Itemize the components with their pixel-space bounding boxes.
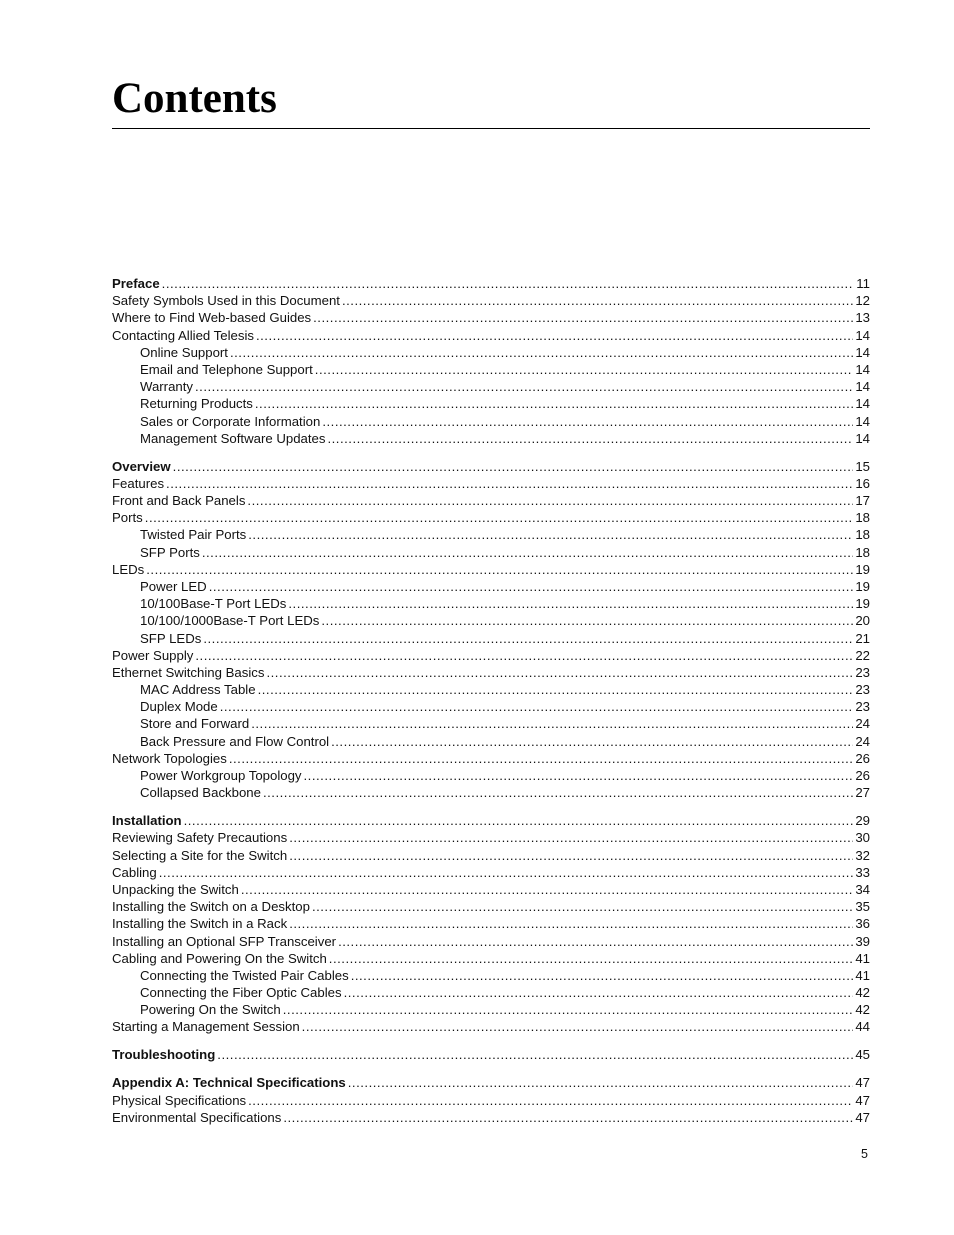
toc-entry[interactable] xyxy=(112,950,870,967)
toc-entry-page: 41 xyxy=(855,967,870,983)
dot-leader xyxy=(146,561,853,578)
dot-leader xyxy=(248,526,853,543)
toc-entry-label: Installing the Switch in a Rack xyxy=(112,916,288,932)
toc-entry-page: 22 xyxy=(855,647,870,663)
toc-entry-label: Reviewing Safety Precautions xyxy=(112,830,288,846)
toc-entry-page: 17 xyxy=(855,493,870,509)
toc-entry[interactable] xyxy=(112,1001,870,1018)
toc-entry-label: Cabling and Powering On the Switch xyxy=(112,950,327,966)
toc-entry-label: Selecting a Site for the Switch xyxy=(112,847,288,863)
dot-leader xyxy=(203,630,853,647)
toc-entry-page: 26 xyxy=(855,750,870,766)
dot-leader xyxy=(289,847,853,864)
toc-entry-label: Physical Specifications xyxy=(112,1092,247,1108)
title-rule xyxy=(112,128,870,129)
toc-entry-label: Sales or Corporate Information xyxy=(140,413,321,429)
dot-leader xyxy=(283,1001,853,1018)
dot-leader xyxy=(251,715,853,732)
toc-entry[interactable] xyxy=(112,715,870,732)
dot-leader xyxy=(304,767,853,784)
dot-leader xyxy=(312,898,853,915)
toc-entry-label: Features xyxy=(112,475,165,491)
dot-leader xyxy=(166,475,853,492)
dot-leader xyxy=(302,1018,853,1035)
toc-entry-label: Connecting the Twisted Pair Cables xyxy=(140,967,349,983)
toc-entry[interactable] xyxy=(112,561,870,578)
toc-entry[interactable] xyxy=(112,578,870,595)
dot-leader xyxy=(327,430,853,447)
toc-entry[interactable] xyxy=(112,544,870,561)
toc-entry-label: MAC Address Table xyxy=(140,682,256,698)
toc-entry-page: 23 xyxy=(855,664,870,680)
toc-entry-label: Email and Telephone Support xyxy=(140,361,313,377)
toc-entry-label: Safety Symbols Used in this Document xyxy=(112,293,340,309)
dot-leader xyxy=(288,595,853,612)
toc-entry-label: LEDs xyxy=(112,561,145,577)
toc-entry-label: Installing an Optional SFP Transceiver xyxy=(112,933,337,949)
dot-leader xyxy=(289,915,853,932)
dot-leader xyxy=(248,1092,853,1109)
toc-entry[interactable] xyxy=(112,395,870,412)
toc-entry-page: 23 xyxy=(855,699,870,715)
toc-entry-label: Ports xyxy=(112,510,143,526)
toc-entry-page: 47 xyxy=(855,1075,870,1091)
toc-entry-page: 39 xyxy=(855,933,870,949)
toc-entry[interactable] xyxy=(112,733,870,750)
toc-entry-page: 14 xyxy=(855,379,870,395)
toc-entry-page: 36 xyxy=(855,916,870,932)
toc-entry[interactable] xyxy=(112,630,870,647)
toc-entry-page: 14 xyxy=(855,344,870,360)
dot-leader xyxy=(255,395,853,412)
toc-entry-page: 19 xyxy=(855,578,870,594)
toc-entry-label: Connecting the Fiber Optic Cables xyxy=(140,985,342,1001)
toc-entry-page: 14 xyxy=(855,396,870,412)
toc-entry-page: 23 xyxy=(855,682,870,698)
toc-entry-label: Troubleshooting xyxy=(112,1047,216,1063)
toc-entry[interactable] xyxy=(112,647,870,664)
toc-entry[interactable] xyxy=(112,664,870,681)
toc-entry-page: 14 xyxy=(855,327,870,343)
toc-entry-label: Front and Back Panels xyxy=(112,493,246,509)
dot-leader xyxy=(342,292,853,309)
dot-leader xyxy=(184,812,853,829)
toc-entry[interactable] xyxy=(112,864,870,881)
dot-leader xyxy=(344,984,853,1001)
toc-entry-page: 16 xyxy=(855,475,870,491)
toc-entry-label: Warranty xyxy=(140,379,194,395)
toc-entry[interactable] xyxy=(112,984,870,1001)
toc-entry-page: 33 xyxy=(855,864,870,880)
dot-leader xyxy=(247,492,853,509)
toc-entry[interactable] xyxy=(112,915,870,932)
page-title: Contents xyxy=(112,75,277,122)
dot-leader xyxy=(220,698,853,715)
table-of-contents xyxy=(112,275,870,1126)
page-number: 5 xyxy=(861,1147,868,1161)
toc-entry-label: Preface xyxy=(112,276,160,291)
toc-entry-page: 42 xyxy=(855,1002,870,1018)
dot-leader xyxy=(217,1046,853,1063)
toc-entry-label: Appendix A: Technical Specifications xyxy=(112,1075,346,1091)
dot-leader xyxy=(263,784,853,801)
toc-entry[interactable] xyxy=(112,933,870,950)
toc-entry[interactable] xyxy=(112,881,870,898)
toc-entry-page: 20 xyxy=(855,613,870,629)
toc-entry-label: Cabling xyxy=(112,864,157,880)
toc-entry-page: 19 xyxy=(855,596,870,612)
toc-entry-label: Powering On the Switch xyxy=(140,1002,281,1018)
dot-leader xyxy=(329,950,853,967)
toc-entry-page: 34 xyxy=(855,881,870,897)
toc-entry[interactable] xyxy=(112,1018,870,1035)
toc-entry[interactable] xyxy=(112,361,870,378)
toc-entry-page: 41 xyxy=(855,950,870,966)
toc-chapter-entry[interactable] xyxy=(112,458,870,475)
toc-entry[interactable] xyxy=(112,1109,870,1126)
toc-entry-page: 18 xyxy=(855,510,870,526)
toc-entry[interactable] xyxy=(112,829,870,846)
dot-leader xyxy=(266,664,853,681)
toc-entry-label: Ethernet Switching Basics xyxy=(112,664,265,680)
toc-entry-label: Collapsed Backbone xyxy=(140,785,261,801)
toc-entry[interactable] xyxy=(112,526,870,543)
toc-entry-label: Network Topologies xyxy=(112,750,227,766)
dot-leader xyxy=(322,413,853,430)
toc-entry-page: 35 xyxy=(855,899,870,915)
toc-entry-label: SFP Ports xyxy=(140,544,200,560)
toc-entry-label: Starting a Management Session xyxy=(112,1019,300,1035)
toc-entry-page: 14 xyxy=(855,361,870,377)
dot-leader xyxy=(315,361,853,378)
toc-entry-page: 21 xyxy=(855,630,870,646)
toc-chapter-entry[interactable] xyxy=(112,812,870,829)
toc-chapter-entry[interactable] xyxy=(112,1046,870,1063)
toc-entry-page: 47 xyxy=(855,1109,870,1125)
dot-leader xyxy=(348,1074,853,1091)
toc-entry[interactable] xyxy=(112,847,870,864)
toc-entry[interactable] xyxy=(112,612,870,629)
toc-entry-page: 44 xyxy=(855,1019,870,1035)
dot-leader xyxy=(230,344,853,361)
toc-entry-page: 27 xyxy=(855,785,870,801)
toc-entry-page: 18 xyxy=(855,544,870,560)
toc-entry[interactable] xyxy=(112,1092,870,1109)
toc-entry[interactable] xyxy=(112,475,870,492)
toc-entry-label: Contacting Allied Telesis xyxy=(112,327,254,343)
dot-leader xyxy=(256,327,853,344)
dot-leader xyxy=(229,750,853,767)
dot-leader xyxy=(241,881,853,898)
toc-entry-label: Back Pressure and Flow Control xyxy=(140,733,330,749)
toc-entry-label: Power Workgroup Topology xyxy=(140,768,302,784)
toc-entry-page: 14 xyxy=(855,430,870,446)
toc-entry[interactable] xyxy=(112,509,870,526)
dot-leader xyxy=(289,829,853,846)
toc-entry-page: 15 xyxy=(855,458,870,474)
dot-leader xyxy=(159,864,853,881)
toc-entry[interactable] xyxy=(112,750,870,767)
dot-leader xyxy=(338,933,853,950)
toc-entry-page: 32 xyxy=(855,847,870,863)
toc-entry-label: 10/100Base-T Port LEDs xyxy=(140,596,287,612)
toc-chapter-entry[interactable] xyxy=(112,275,870,292)
toc-entry-label: Environmental Specifications xyxy=(112,1109,282,1125)
toc-entry[interactable] xyxy=(112,967,870,984)
toc-entry-label: Power LED xyxy=(140,578,207,594)
toc-entry-label: Returning Products xyxy=(140,396,253,412)
toc-entry-page: 30 xyxy=(855,830,870,846)
toc-entry-label: Where to Find Web-based Guides xyxy=(112,310,312,326)
toc-entry-label: Twisted Pair Ports xyxy=(140,527,247,543)
toc-entry-label: Store and Forward xyxy=(140,716,250,732)
toc-entry-label: Unpacking the Switch xyxy=(112,881,239,897)
toc-entry[interactable] xyxy=(112,784,870,801)
toc-entry-page: 24 xyxy=(855,733,870,749)
toc-entry[interactable] xyxy=(112,344,870,361)
toc-entry-label: Installing the Switch on a Desktop xyxy=(112,899,310,915)
toc-entry-label: Overview xyxy=(112,458,171,474)
toc-entry-page: 12 xyxy=(855,293,870,309)
toc-entry-label: 10/100/1000Base-T Port LEDs xyxy=(140,613,320,629)
toc-entry[interactable] xyxy=(112,681,870,698)
toc-entry[interactable] xyxy=(112,595,870,612)
dot-leader xyxy=(145,509,853,526)
dot-leader xyxy=(331,733,853,750)
toc-entry[interactable] xyxy=(112,378,870,395)
toc-entry-page: 29 xyxy=(855,813,870,829)
toc-entry-label: Installation xyxy=(112,813,182,829)
toc-entry-page: 42 xyxy=(855,985,870,1001)
dot-leader xyxy=(321,612,853,629)
toc-entry[interactable] xyxy=(112,327,870,344)
toc-entry-page: 14 xyxy=(855,413,870,429)
dot-leader xyxy=(162,275,853,292)
dot-leader xyxy=(283,1109,853,1126)
toc-entry-label: Online Support xyxy=(140,344,228,360)
toc-entry[interactable] xyxy=(112,767,870,784)
dot-leader xyxy=(195,378,853,395)
toc-chapter-entry[interactable] xyxy=(112,1074,870,1091)
dot-leader xyxy=(173,458,853,475)
toc-entry-page: 24 xyxy=(855,716,870,732)
toc-entry-label: SFP LEDs xyxy=(140,630,202,646)
toc-entry-page: 47 xyxy=(855,1092,870,1108)
dot-leader xyxy=(351,967,853,984)
dot-leader xyxy=(202,544,853,561)
dot-leader xyxy=(258,681,853,698)
toc-entry[interactable] xyxy=(112,292,870,309)
toc-entry-label: Management Software Updates xyxy=(140,430,326,446)
toc-entry[interactable] xyxy=(112,898,870,915)
toc-entry-page: 19 xyxy=(855,561,870,577)
toc-entry-label: Duplex Mode xyxy=(140,699,218,715)
toc-entry-page: 11 xyxy=(856,276,870,291)
dot-leader xyxy=(209,578,853,595)
toc-entry[interactable] xyxy=(112,492,870,509)
toc-entry[interactable] xyxy=(112,413,870,430)
toc-entry-page: 45 xyxy=(855,1047,870,1063)
toc-entry[interactable] xyxy=(112,698,870,715)
toc-entry[interactable] xyxy=(112,430,870,447)
toc-entry-page: 18 xyxy=(855,527,870,543)
toc-entry-page: 26 xyxy=(855,768,870,784)
dot-leader xyxy=(313,309,853,326)
toc-entry-page: 13 xyxy=(855,310,870,326)
toc-entry-label: Power Supply xyxy=(112,647,194,663)
dot-leader xyxy=(195,647,853,664)
toc-entry[interactable] xyxy=(112,309,870,326)
